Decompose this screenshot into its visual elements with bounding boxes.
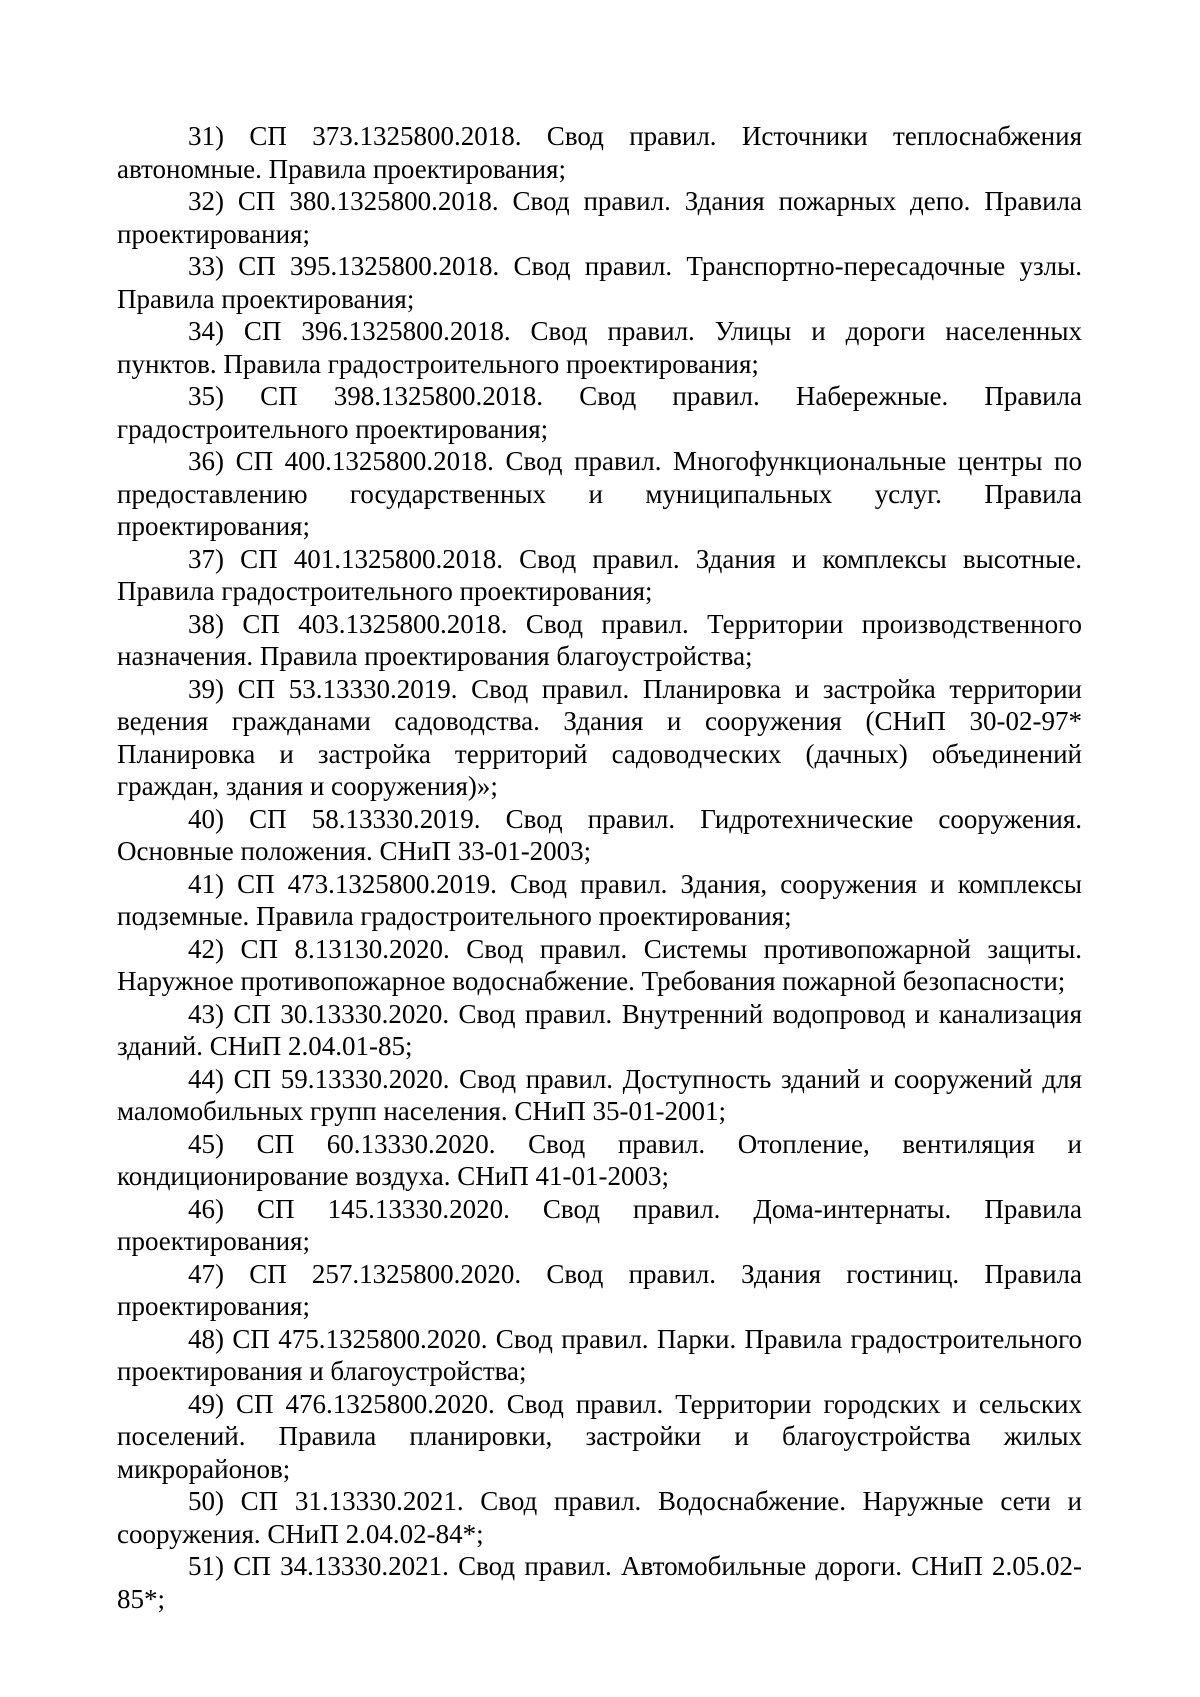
list-item-37: 37) СП 401.1325800.2018. Свод правил. Здания и комплексы высотные. Правила градостроительного проектирования;	[117, 543, 1082, 606]
list-item-41: 41) СП 473.1325800.2019. Свод правил. Здания, сооружения и комплексы подземные. Правила градостроительного проектирования;	[117, 868, 1082, 931]
list-item-32: 32) СП 380.1325800.2018. Свод правил. Здания пожарных депо. Правила проектирования;	[117, 186, 1082, 249]
list-item-42: 42) СП 8.13130.2020. Свод правил. Системы противопожарной защиты. Наружное противопожарное водоснабжение. Требования пожарной безопасности;	[117, 933, 1082, 996]
list-item-34: 34) СП 396.1325800.2018. Свод правил. Улицы и дороги населенных пунктов. Правила градостроительного проектирования;	[117, 316, 1082, 379]
list-item-33: 33) СП 395.1325800.2018. Свод правил. Транспортно-пересадочные узлы. Правила проектирования;	[117, 251, 1082, 314]
list-item-35: 35) СП 398.1325800.2018. Свод правил. Набережные. Правила градостроительного проектирования;	[117, 381, 1082, 444]
list-item-38: 38) СП 403.1325800.2018. Свод правил. Территории производственного назначения. Правила проектирования благоустройства;	[117, 608, 1082, 671]
list-item-36: 36) СП 400.1325800.2018. Свод правил. Многофункциональные центры по предоставлению государственных и муниципальных услуг. Правила проектирования;	[117, 446, 1082, 541]
list-item-50: 50) СП 31.13330.2021. Свод правил. Водоснабжение. Наружные сети и сооружения. СНиП 2.04.02-84*;	[117, 1486, 1082, 1549]
list-item-51: 51) СП 34.13330.2021. Свод правил. Автомобильные дороги. СНиП 2.05.02-85*;	[117, 1551, 1082, 1614]
list-item-47: 47) СП 257.1325800.2020. Свод правил. Здания гостиниц. Правила проектирования;	[117, 1258, 1082, 1321]
list-item-44: 44) СП 59.13330.2020. Свод правил. Доступность зданий и сооружений для маломобильных групп населения. СНиП 35-01-2001;	[117, 1063, 1082, 1126]
list-item-45: 45) СП 60.13330.2020. Свод правил. Отопление, вентиляция и кондиционирование воздуха. СНиП 41-01-2003;	[117, 1128, 1082, 1191]
list-item-40: 40) СП 58.13330.2019. Свод правил. Гидротехнические сооружения. Основные положения. СНиП 33-01-2003;	[117, 803, 1082, 866]
list-item-49: 49) СП 476.1325800.2020. Свод правил. Территории городских и сельских поселений. Правила планировки, застройки и благоустройства жилых микрорайонов;	[117, 1388, 1082, 1484]
list-item-46: 46) СП 145.13330.2020. Свод правил. Дома-интернаты. Правила проектирования;	[117, 1193, 1082, 1256]
list-item-43: 43) СП 30.13330.2020. Свод правил. Внутренний водопровод и канализация зданий. СНиП 2.04.01-85;	[117, 998, 1082, 1061]
document-page	[117, 120, 1082, 1615]
list-item-39: 39) СП 53.13330.2019. Свод правил. Планировка и застройка территории ведения гражданами садоводства. Здания и сооружения (СНиП 30-02-97* Планировка и застройка территорий садоводческих (дачных) объединений граждан, здания и сооружения)»;	[117, 673, 1082, 801]
list-item-48: 48) СП 475.1325800.2020. Свод правил. Парки. Правила градостроительного проектирования и благоустройства;	[117, 1323, 1082, 1386]
list-item-31: 31) СП 373.1325800.2018. Свод правил. Источники теплоснабжения автономные. Правила проектирования;	[117, 121, 1082, 184]
